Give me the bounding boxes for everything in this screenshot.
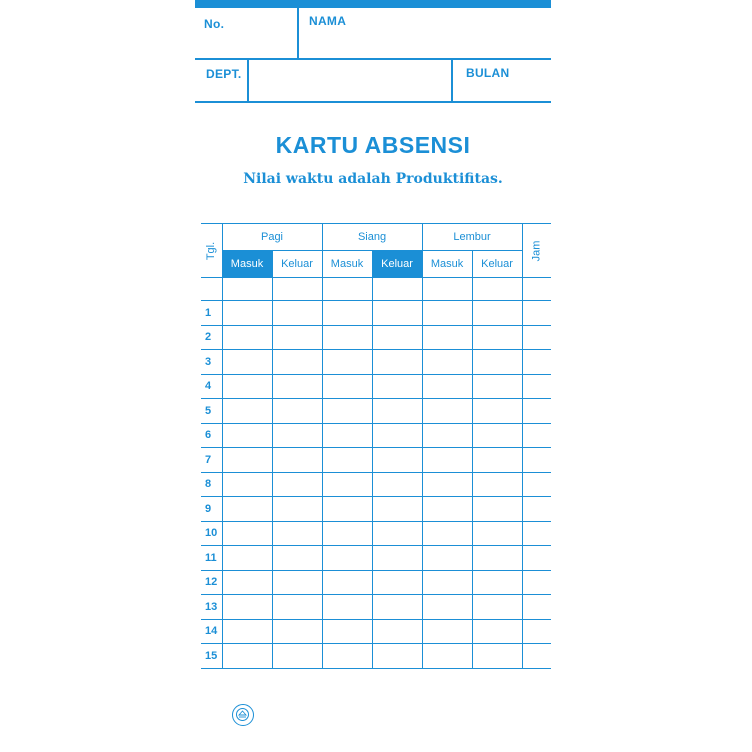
siang-masuk-cell[interactable] <box>322 595 372 620</box>
table-row <box>201 472 551 497</box>
siang-masuk-cell[interactable] <box>322 448 372 473</box>
lembur-masuk-cell[interactable] <box>422 546 472 571</box>
siang-masuk-cell[interactable] <box>322 399 372 424</box>
lembur-keluar-header: Keluar <box>472 251 522 278</box>
lembur-masuk-cell[interactable] <box>422 521 472 546</box>
bulan-label: BULAN <box>466 66 510 80</box>
no-label: No. <box>204 17 225 31</box>
day-number: 1 <box>201 301 222 326</box>
siang-masuk-cell[interactable] <box>322 325 372 350</box>
lembur-masuk-cell[interactable] <box>422 374 472 399</box>
day-number: 7 <box>201 448 222 473</box>
seal-logo-icon <box>232 704 254 726</box>
pagi-masuk-cell[interactable] <box>222 448 272 473</box>
siang-keluar-cell[interactable] <box>372 325 422 350</box>
siang-masuk-header: Masuk <box>322 251 372 278</box>
card-slogan: Nilai waktu adalah Produktifitas. <box>243 171 503 187</box>
siang-keluar-cell[interactable] <box>372 644 422 669</box>
pagi-keluar-cell[interactable] <box>272 644 322 669</box>
day-number: 15 <box>201 644 222 669</box>
lembur-keluar-cell[interactable] <box>472 472 522 497</box>
lembur-keluar-cell[interactable] <box>472 448 522 473</box>
day-number: 4 <box>201 374 222 399</box>
day-number: 12 <box>201 570 222 595</box>
table-row <box>201 570 551 595</box>
pagi-keluar-cell[interactable] <box>272 423 322 448</box>
jam-header <box>522 224 551 278</box>
lembur-masuk-cell[interactable] <box>422 448 472 473</box>
card-title: KARTU ABSENSI <box>275 132 471 158</box>
pagi-keluar-cell[interactable] <box>272 521 322 546</box>
table-row <box>201 448 551 473</box>
table-row <box>201 644 551 669</box>
siang-keluar-cell[interactable] <box>372 399 422 424</box>
table-row-blank <box>201 278 551 301</box>
siang-keluar-cell[interactable] <box>372 374 422 399</box>
siang-masuk-cell[interactable] <box>322 619 372 644</box>
siang-masuk-cell[interactable] <box>322 644 372 669</box>
dept-label: DEPT. <box>206 67 242 81</box>
lembur-keluar-cell[interactable] <box>472 619 522 644</box>
table-row <box>201 350 551 375</box>
siang-keluar-cell[interactable] <box>372 350 422 375</box>
lembur-keluar-cell[interactable] <box>472 301 522 326</box>
pagi-masuk-cell[interactable] <box>222 497 272 522</box>
pagi-masuk-cell[interactable] <box>222 521 272 546</box>
day-number: 8 <box>201 472 222 497</box>
jam-cell[interactable] <box>522 325 551 350</box>
jam-cell[interactable] <box>522 301 551 326</box>
pagi-masuk-cell[interactable] <box>222 301 272 326</box>
siang-keluar-cell[interactable] <box>372 595 422 620</box>
pagi-keluar-cell[interactable] <box>272 374 322 399</box>
siang-keluar-cell[interactable] <box>372 448 422 473</box>
day-number: 2 <box>201 325 222 350</box>
lembur-masuk-cell[interactable] <box>422 350 472 375</box>
header-divider-v3 <box>451 59 453 102</box>
jam-cell[interactable] <box>522 472 551 497</box>
day-number: 5 <box>201 399 222 424</box>
day-number: 10 <box>201 521 222 546</box>
table-row <box>201 399 551 424</box>
lembur-masuk-cell[interactable] <box>422 570 472 595</box>
siang-keluar-cell[interactable] <box>372 497 422 522</box>
pagi-keluar-cell[interactable] <box>272 619 322 644</box>
day-number: 11 <box>201 546 222 571</box>
lembur-keluar-cell[interactable] <box>472 423 522 448</box>
jam-cell[interactable] <box>522 619 551 644</box>
pagi-masuk-cell[interactable] <box>222 644 272 669</box>
jam-cell[interactable] <box>522 546 551 571</box>
table-row <box>201 325 551 350</box>
lembur-masuk-cell[interactable] <box>422 301 472 326</box>
day-number: 14 <box>201 619 222 644</box>
lembur-masuk-cell[interactable] <box>422 644 472 669</box>
header-divider-v2 <box>247 59 249 102</box>
siang-keluar-cell[interactable] <box>372 619 422 644</box>
lembur-keluar-cell[interactable] <box>472 644 522 669</box>
table-row <box>201 374 551 399</box>
day-number: 6 <box>201 423 222 448</box>
lembur-masuk-header: Masuk <box>422 251 472 278</box>
attendance-card <box>195 0 551 752</box>
pagi-keluar-cell[interactable] <box>272 301 322 326</box>
pagi-keluar-cell[interactable] <box>272 448 322 473</box>
pagi-masuk-cell[interactable] <box>222 472 272 497</box>
jam-cell[interactable] <box>522 570 551 595</box>
attendance-table <box>201 223 551 669</box>
siang-masuk-cell[interactable] <box>322 423 372 448</box>
siang-masuk-cell[interactable] <box>322 497 372 522</box>
pagi-keluar-cell[interactable] <box>272 399 322 424</box>
pagi-header: Pagi <box>222 224 322 251</box>
lembur-masuk-cell[interactable] <box>422 472 472 497</box>
jam-cell[interactable] <box>522 423 551 448</box>
pagi-keluar-cell[interactable] <box>272 546 322 571</box>
pagi-masuk-cell[interactable] <box>222 595 272 620</box>
pagi-masuk-cell[interactable] <box>222 619 272 644</box>
siang-keluar-cell[interactable] <box>372 570 422 595</box>
day-number: 9 <box>201 497 222 522</box>
lembur-keluar-cell[interactable] <box>472 399 522 424</box>
pagi-masuk-header: Masuk <box>222 251 272 278</box>
pagi-keluar-cell[interactable] <box>272 497 322 522</box>
lembur-masuk-cell[interactable] <box>422 399 472 424</box>
pagi-masuk-cell[interactable] <box>222 374 272 399</box>
pagi-keluar-header: Keluar <box>272 251 322 278</box>
lembur-keluar-cell[interactable] <box>472 521 522 546</box>
pagi-masuk-cell[interactable] <box>222 325 272 350</box>
lembur-keluar-cell[interactable] <box>472 497 522 522</box>
jam-cell[interactable] <box>522 521 551 546</box>
lembur-keluar-cell[interactable] <box>472 350 522 375</box>
pagi-keluar-cell[interactable] <box>272 595 322 620</box>
table-body <box>201 301 551 669</box>
jam-label: Jam <box>530 240 543 261</box>
table-row <box>201 546 551 571</box>
table-row <box>201 619 551 644</box>
lembur-keluar-cell[interactable] <box>472 325 522 350</box>
pagi-keluar-cell[interactable] <box>272 325 322 350</box>
day-number: 3 <box>201 350 222 375</box>
siang-keluar-cell[interactable] <box>372 301 422 326</box>
pagi-keluar-cell[interactable] <box>272 350 322 375</box>
table-row <box>201 301 551 326</box>
pagi-masuk-cell[interactable] <box>222 399 272 424</box>
pagi-masuk-cell[interactable] <box>222 546 272 571</box>
siang-keluar-cell[interactable] <box>372 423 422 448</box>
siang-masuk-cell[interactable] <box>322 570 372 595</box>
pagi-masuk-cell[interactable] <box>222 350 272 375</box>
day-number: 13 <box>201 595 222 620</box>
tgl-label: Tgl. <box>205 241 218 260</box>
card-top-bar <box>195 0 551 8</box>
pagi-keluar-cell[interactable] <box>272 472 322 497</box>
siang-keluar-header: Keluar <box>372 251 422 278</box>
table-row <box>201 423 551 448</box>
lembur-masuk-cell[interactable] <box>422 325 472 350</box>
table-row <box>201 497 551 522</box>
lembur-keluar-cell[interactable] <box>472 570 522 595</box>
lembur-header: Lembur <box>422 224 522 251</box>
table-row <box>201 595 551 620</box>
siang-masuk-cell[interactable] <box>322 472 372 497</box>
siang-masuk-cell[interactable] <box>322 546 372 571</box>
lembur-keluar-cell[interactable] <box>472 374 522 399</box>
lembur-keluar-cell[interactable] <box>472 546 522 571</box>
siang-keluar-cell[interactable] <box>372 521 422 546</box>
siang-masuk-cell[interactable] <box>322 301 372 326</box>
header-divider-v1 <box>297 8 299 59</box>
jam-cell[interactable] <box>522 350 551 375</box>
siang-keluar-cell[interactable] <box>372 546 422 571</box>
siang-keluar-cell[interactable] <box>372 472 422 497</box>
pagi-keluar-cell[interactable] <box>272 570 322 595</box>
jam-cell[interactable] <box>522 448 551 473</box>
jam-cell[interactable] <box>522 497 551 522</box>
pagi-masuk-cell[interactable] <box>222 423 272 448</box>
lembur-masuk-cell[interactable] <box>422 497 472 522</box>
nama-label: NAMA <box>309 14 347 28</box>
lembur-keluar-cell[interactable] <box>472 595 522 620</box>
lembur-masuk-cell[interactable] <box>422 619 472 644</box>
lembur-masuk-cell[interactable] <box>422 595 472 620</box>
tgl-header <box>201 224 222 278</box>
jam-cell[interactable] <box>522 644 551 669</box>
siang-masuk-cell[interactable] <box>322 374 372 399</box>
lembur-masuk-cell[interactable] <box>422 423 472 448</box>
pagi-masuk-cell[interactable] <box>222 570 272 595</box>
siang-header: Siang <box>322 224 422 251</box>
jam-cell[interactable] <box>522 595 551 620</box>
siang-masuk-cell[interactable] <box>322 350 372 375</box>
siang-masuk-cell[interactable] <box>322 521 372 546</box>
table-row <box>201 521 551 546</box>
jam-cell[interactable] <box>522 374 551 399</box>
jam-cell[interactable] <box>522 399 551 424</box>
